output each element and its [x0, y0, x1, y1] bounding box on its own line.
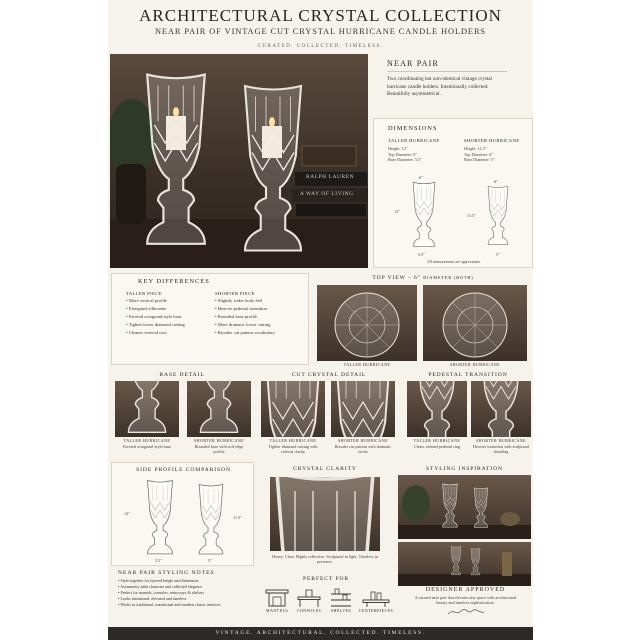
styling-notes-list [118, 578, 268, 608]
taller-top: Top Diameter: 6" [388, 151, 418, 157]
top-view-note: DIAMETER (BOTH) [423, 275, 474, 280]
cut-crystal-detail [259, 371, 399, 457]
list-item: • Slightly wider body feel [215, 297, 309, 305]
shorter-height: Height: 11.5" [464, 146, 487, 151]
top-view-shorter-photo [423, 285, 527, 361]
crystal-clarity-photo [270, 477, 380, 551]
pedestal-title: PEDESTAL TRANSITION [428, 372, 508, 378]
taller-differences [126, 291, 216, 337]
cut-crystal-title: CUT CRYSTAL DETAIL [291, 372, 367, 378]
list-item: • More dramatic lower cutting [215, 321, 309, 329]
near-pair-title: NEAR PAIR [387, 59, 440, 68]
detail-row [111, 371, 533, 457]
top-view-taller-photo [317, 285, 417, 361]
list-item: • Broader cut pattern vocabulary [215, 329, 309, 337]
styling-photo-mantel [398, 475, 531, 539]
console-icon [294, 586, 324, 608]
base-detail [111, 371, 253, 457]
list-item: • Works in traditional, transitional and modern classic interiors [118, 602, 268, 608]
shorter-diagram [480, 183, 516, 249]
list-item: • Perfect for mantels, consoles, entryways & shelves [118, 590, 268, 596]
designer-title: DESIGNER APPROVED [425, 587, 506, 593]
cut-crystal-shorter-photo [331, 381, 395, 437]
side-profile-right-height: 11.5" [233, 515, 242, 520]
crystal-clarity-title: CRYSTAL CLARITY [293, 466, 357, 472]
perfect-for-label: CONSOLES [296, 608, 322, 613]
styling-photo-console [398, 542, 531, 586]
side-profile-left-height: 12" [124, 511, 130, 516]
list-item: • More vertical profile [126, 297, 216, 305]
signature-icon [446, 608, 486, 616]
shorter-base: Base Diameter: 5" [464, 157, 495, 163]
cut-crystal-shorter-caption: SHORTER HURRICANE [337, 438, 389, 443]
shorter-dim-base: 5" [496, 252, 500, 257]
crystal-clarity-section [260, 462, 390, 572]
book-spine-1: RALPH LAUREN [306, 174, 355, 180]
list-item: • Style together for layered height and dimension [118, 578, 268, 584]
shorter-label: SHORTER HURRICANE [464, 138, 520, 143]
taller-dim-base: 5.5" [418, 252, 425, 257]
cut-crystal-taller-photo [261, 381, 325, 437]
pedestal-taller-desc: Clean, refined pedestal ring [413, 444, 461, 449]
list-item: • Tighter lower diamond cutting [126, 321, 216, 329]
tagline: CURATED. COLLECTED. TIMELESS. [257, 43, 384, 49]
list-item: • Cleaner vertical cuts [126, 329, 216, 337]
list-item: • Elongated silhouette [126, 305, 216, 313]
perfect-for-mantels [262, 586, 292, 613]
crystal-clarity-caption: Heavy. Clear. Highly reflective. Sculptural in light. Timeless in presence. [272, 554, 378, 565]
divider [387, 71, 507, 72]
designer-text: A curated near pair that elevates any space with architectural beauty and timeless sophistication. [414, 595, 517, 606]
dimensions-note: All measurements are approximate. [427, 260, 481, 264]
top-view-size: 6" [413, 275, 421, 281]
shorter-spec [464, 138, 532, 163]
shorter-piece-label: SHORTER PIECE [215, 291, 255, 296]
list-item: • Looks intentional, elevated and timeless [118, 596, 268, 602]
taller-height: Height: 12" [388, 146, 408, 151]
taller-diagram [404, 179, 444, 253]
base-detail-shorter-desc: Rounded base with soft-edge profile [194, 444, 244, 455]
hero-illustration [110, 54, 368, 268]
shorter-dim-height: 11.5" [467, 213, 476, 218]
footer-bar: VINTAGE. ARCHITECTURAL. COLLECTED. TIMELESS. [108, 627, 533, 640]
page-subtitle: NEAR PAIR OF VINTAGE CUT CRYSTAL HURRICANE CANDLE HOLDERS [154, 27, 486, 36]
shorter-dim-top: 6" [494, 179, 498, 184]
perfect-for-shelves [326, 586, 356, 613]
cut-crystal-taller-caption: TALLER HURRICANE [269, 438, 317, 443]
side-profile-right-base: 5" [208, 558, 212, 563]
base-detail-taller-desc: Faceted octagonal-style base [122, 444, 172, 449]
mantel-icon [262, 586, 292, 608]
list-item: • Asymmetry adds character and collected elegance [118, 584, 268, 590]
near-pair-text: Two coordinating but non-identical vintage crystal hurricane candle holders. Intentionally collected. Beautifully asymmetrical. [387, 76, 492, 98]
perfect-for-centerpieces [358, 586, 394, 613]
perfect-for-label: SHELVES [330, 608, 352, 613]
top-view-title [313, 275, 533, 281]
cut-crystal-shorter-desc: Broader cut pattern with dramatic facets [334, 444, 392, 455]
book-spine-2: A WAY OF LIVING [300, 191, 354, 197]
key-differences-panel [111, 273, 309, 365]
shorter-differences [215, 291, 309, 337]
hero-photo [110, 54, 368, 268]
pedestal-detail [403, 371, 533, 457]
taller-spec [388, 138, 464, 163]
base-detail-taller-photo [115, 381, 179, 437]
list-item: • Rounded base profile [215, 313, 309, 321]
perfect-for-label: CENTERPIECES [358, 608, 394, 613]
list-item: • Heavier pedestal transition [215, 305, 309, 313]
pedestal-taller-caption: TALLER HURRICANE [413, 438, 461, 443]
pedestal-shorter-caption: SHORTER HURRICANE [475, 438, 527, 443]
cut-crystal-taller-desc: Tighter diamond cutting with vertical clarity [268, 444, 318, 455]
page-title: ARCHITECTURAL CRYSTAL COLLECTION [139, 6, 502, 25]
taller-difference-list [126, 297, 216, 337]
side-profile-title: SIDE PROFILE COMPARISON [136, 467, 231, 473]
shelves-icon [326, 586, 356, 608]
styling-inspiration-title: STYLING INSPIRATION [426, 466, 503, 472]
centerpiece-icon [358, 586, 394, 608]
styling-notes-title: NEAR PAIR STYLING NOTES [118, 570, 215, 576]
base-detail-title: BASE DETAIL [159, 372, 205, 378]
dimensions-title: DIMENSIONS [388, 125, 438, 132]
side-profile-shorter [192, 483, 230, 557]
side-profile-panel [111, 462, 254, 566]
taller-label: TALLER HURRICANE [388, 138, 440, 143]
styling-notes-section [118, 570, 268, 608]
taller-piece-label: TALLER PIECE [126, 291, 162, 296]
key-differences-title: KEY DIFFERENCES [138, 278, 210, 285]
product-sheet [108, 0, 533, 640]
shorter-difference-list [215, 297, 309, 337]
base-detail-shorter-photo [187, 381, 251, 437]
side-profile-left-base: 5.5" [155, 558, 162, 563]
shorter-top: Top Diameter: 6" [464, 151, 494, 157]
list-item: • Faceted octagonal-style base [126, 313, 216, 321]
dimensions-panel [373, 118, 533, 268]
base-detail-taller-caption: TALLER HURRICANE [123, 438, 171, 443]
styling-inspiration-section [396, 462, 533, 588]
pedestal-taller-photo [407, 381, 467, 437]
perfect-for-consoles [294, 586, 324, 613]
taller-dim-height: 12" [394, 209, 400, 214]
taller-dim-top: 6" [419, 175, 423, 180]
top-view-shorter-caption: SHORTER HURRICANE [449, 362, 501, 367]
perfect-for-section [258, 576, 394, 624]
near-pair-section [387, 59, 527, 99]
designer-approved-section [398, 587, 533, 616]
pedestal-shorter-photo [471, 381, 531, 437]
side-profile-taller [140, 479, 180, 557]
base-detail-shorter-caption: SHORTER HURRICANE [193, 438, 245, 443]
taller-base: Base Diameter: 5.5" [388, 157, 422, 163]
perfect-for-label: MANTELS [265, 608, 289, 613]
perfect-for-title: PERFECT FOR [302, 576, 349, 582]
top-view-section [313, 273, 533, 368]
top-view-label: TOP VIEW – [372, 275, 412, 281]
pedestal-shorter-desc: Heavier transition with sculptural detailing [472, 444, 530, 455]
top-view-taller-caption: TALLER HURRICANE [343, 362, 391, 367]
